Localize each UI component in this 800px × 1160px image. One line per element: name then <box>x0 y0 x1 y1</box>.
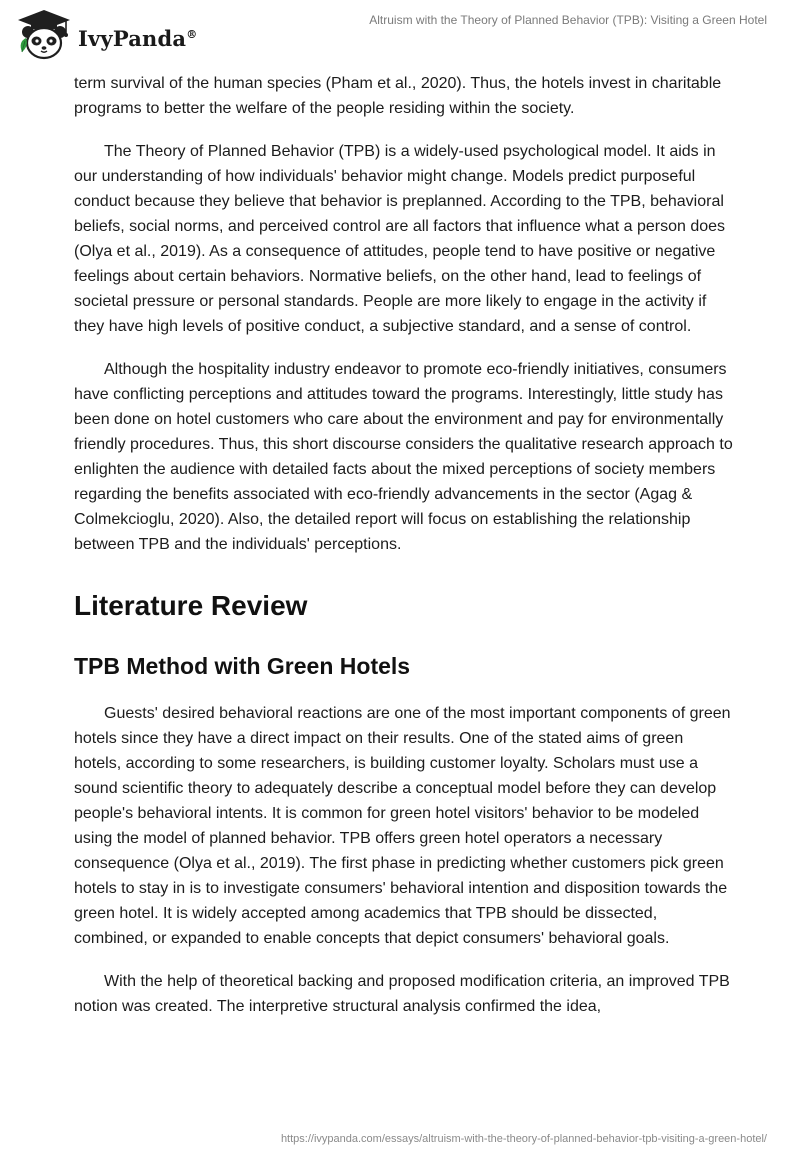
document-title: Altruism with the Theory of Planned Behavior (TPB): Visiting a Green Hotel <box>369 13 767 27</box>
heading-literature-review: Literature Review <box>74 590 308 621</box>
paragraph-hospitality: Although the hospitality industry endeavor to promote eco-friendly initiatives, consumers have conflicting perceptions and attitudes toward the programs. Interestingly, little study has been done on hotel customers who care about the environment and pay for environmentally friendly procedures. Thus, this short discourse considers the qualitative research approach to enlighten the audience with detailed facts about the mixed perceptions of society members regarding the benefits associated with eco-friendly advancements in the sector (Agag & Colmekcioglu, 2020). Also, the detailed report will focus on establishing the relationship between TPB and the individuals' perceptions. <box>74 361 733 553</box>
essay-content <box>74 71 734 1037</box>
heading-tpb-green-hotels: TPB Method with Green Hotels <box>74 653 411 679</box>
brand-name: IvyPanda® <box>78 25 198 51</box>
ivypanda-logo[interactable] <box>14 8 197 62</box>
source-url[interactable]: https://ivypanda.com/essays/altruism-with-the-theory-of-planned-behavior-tpb-visiting-a-green-hotel/ <box>280 1133 767 1145</box>
paragraph-continued: term survival of the human species (Pham et al., 2020). Thus, the hotels invest in charitable programs to better the welfare of the people residing within the society. <box>74 75 722 117</box>
paragraph-guests: Guests' desired behavioral reactions are one of the most important components of green hotels since they have a direct impact on their results. One of the stated aims of green hotels, according to some researchers, is building customer loyalty. Scholars must use a sound scientific theory to adequately describe a conceptual model before they can develop people's behavioral intents. It is common for green hotel visitors' behavior to be modeled using the model of planned behavior. TPB offers green hotel operators a necessary consequence (Olya et al., 2019). The first phase in predicting whether customers pick green hotels to stay in is to investigate consumers' behavioral intention and disposition towards the green hotel. It is widely accepted among academics that TPB should be dissected, combined, or expanded to enable concepts that depict consumers' behavioral goals. <box>74 705 731 947</box>
paragraph-tpb-intro: The Theory of Planned Behavior (TPB) is a widely-used psychological model. It aids in our understanding of how individuals' behavior might change. Models predict purposeful conduct because they believe that behavior is preplanned. According to the TPB, behavioral beliefs, social norms, and perceived control are all factors that influence what a person does (Olya et al., 2019). As a consequence of attitudes, people tend to have positive or negative feelings about certain behaviors. Normative beliefs, on the other hand, lead to feelings of societal pressure or personal standards. People are more likely to engage in the activity if they have high levels of positive conduct, a subjective standard, and a sense of control. <box>74 143 726 335</box>
panda-graduate-icon <box>14 8 74 62</box>
page-header <box>0 0 800 70</box>
paragraph-theoretical-backing: With the help of theoretical backing and proposed modification criteria, an improved TPB notion was created. The interpretive structural analysis confirmed the idea, <box>74 973 730 1015</box>
